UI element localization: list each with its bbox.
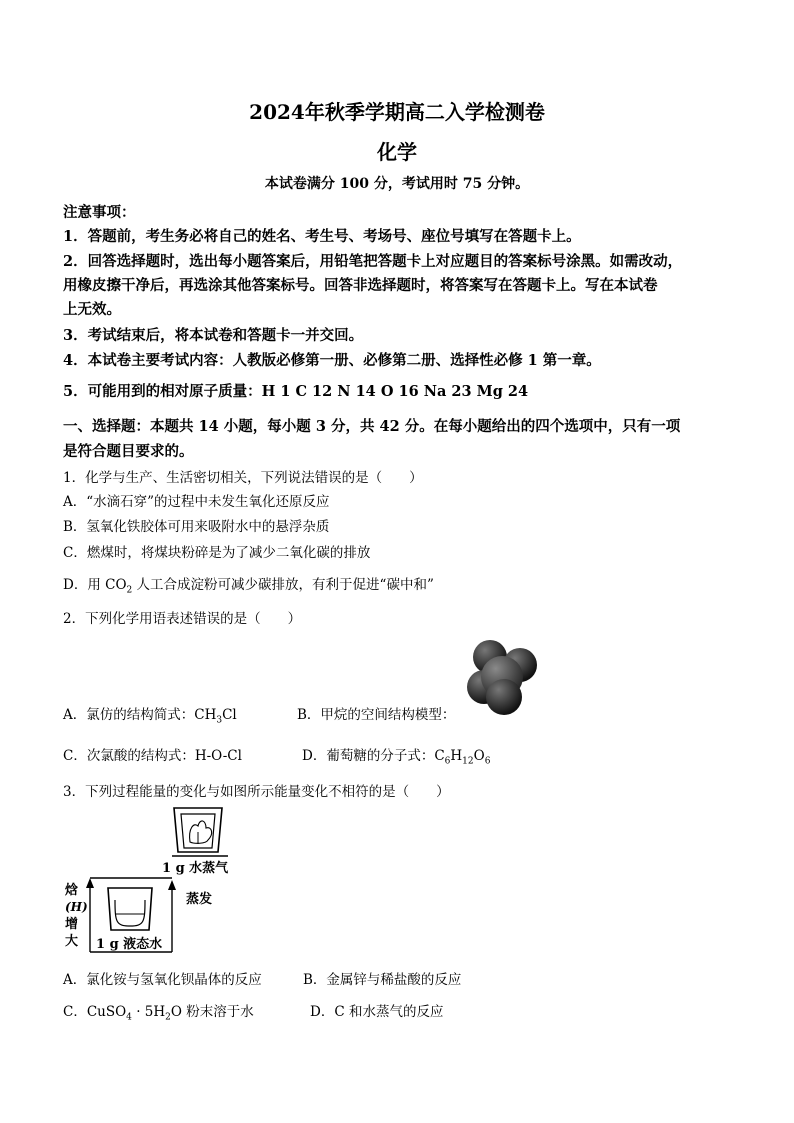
note-4: 4．本试卷主要考试内容：人教版必修第一册、必修第二册、选择性必修 1 第一章。 (63, 352, 601, 369)
note-5: 5．可能用到的相对原子质量：H 1 C 12 N 14 O 16 Na 23 Mg 24 (63, 383, 529, 400)
q2-option-b: B．甲烷的空间结构模型： (297, 707, 456, 723)
lower-beaker-icon (108, 888, 152, 930)
exam-title: 2024年秋季学期高二入学检测卷 (249, 100, 545, 124)
q2-stem: 2．下列化学用语表述错误的是（ ） (63, 611, 302, 627)
section-1-line-1: 一、选择题：本题共 14 小题，每小题 3 分，共 42 分。在每小题给出的四个选项中，只有一项 (63, 418, 681, 435)
q1-stem: 1．化学与生产、生活密切相关，下列说法错误的是（ ） (63, 470, 423, 486)
q2-option-a: A．氯仿的结构简式：$CH_3Cl$ (63, 707, 237, 726)
note-3: 3．考试结束后，将本试卷和答题卡一并交回。 (63, 327, 364, 344)
q3-option-d: D．C 和水蒸气的反应 (310, 1004, 444, 1020)
note-1: 1．答题前，考生务必将自己的姓名、考生号、考场号、座位号填写在答题卡上。 (63, 228, 581, 245)
note-2-line-2: 用橡皮擦干净后，再选涂其他答案标号。回答非选择题时，将答案写在答题卡上。写在本试卷 (63, 277, 658, 294)
q1-option-c: C．燃煤时，将煤块粉碎是为了减少二氧化碳的排放 (63, 545, 371, 561)
q1-option-a: A．“水滴石穿”的过程中未发生氧化还原反应 (63, 494, 330, 510)
section-1-line-2: 是符合题目要求的。 (63, 443, 194, 460)
notes-heading: 注意事项： (63, 204, 136, 221)
q2-option-d: D．葡萄糖的分子式：$C_6H_{12}O_6$ (302, 748, 491, 767)
q3-option-b: B．金属锌与稀盐酸的反应 (303, 972, 462, 988)
exam-info: 本试卷满分 100 分，考试用时 75 分钟。 (264, 176, 530, 192)
q3-option-a: A．氯化铵与氢氧化钡晶体的反应 (63, 972, 262, 988)
liquid-label: 1 g 液态水 (96, 937, 163, 952)
q3-stem: 3．下列过程能量的变化与如图所示能量变化不相符的是（ ） (63, 784, 450, 800)
q1-option-b: B．氢氧化铁胶体可用来吸附水中的悬浮杂质 (63, 519, 330, 535)
enthalpy-axis-label: 焓 (H) 增 大 (65, 883, 88, 949)
upper-beaker-icon (174, 808, 222, 852)
enthalpy-figure (60, 804, 240, 954)
evaporation-arrow-icon (168, 880, 176, 890)
subject-title: 化学 (377, 140, 417, 164)
q2-option-c: C．次氯酸的结构式：H-O-Cl (63, 748, 242, 764)
note-2-line-3: 上无效。 (63, 301, 121, 318)
vapor-label: 1 g 水蒸气 (162, 861, 229, 876)
q1-option-d: D．用 $CO_2$ 人工合成淀粉可减少碳排放，有利于促进“碳中和” (63, 577, 434, 596)
hydrogen-atom (486, 679, 522, 715)
note-2-line-1: 2．回答选择题时，选出每小题答案后，用铅笔把答题卡上对应题目的答案标号涂黑。如需改动， (63, 253, 683, 270)
methane-model-image (462, 635, 544, 717)
q3-option-c: C．CuSO$_4$ · $5H_2O$ 粉末溶于水 (63, 1004, 254, 1023)
evaporation-label: 蒸发 (186, 892, 213, 907)
